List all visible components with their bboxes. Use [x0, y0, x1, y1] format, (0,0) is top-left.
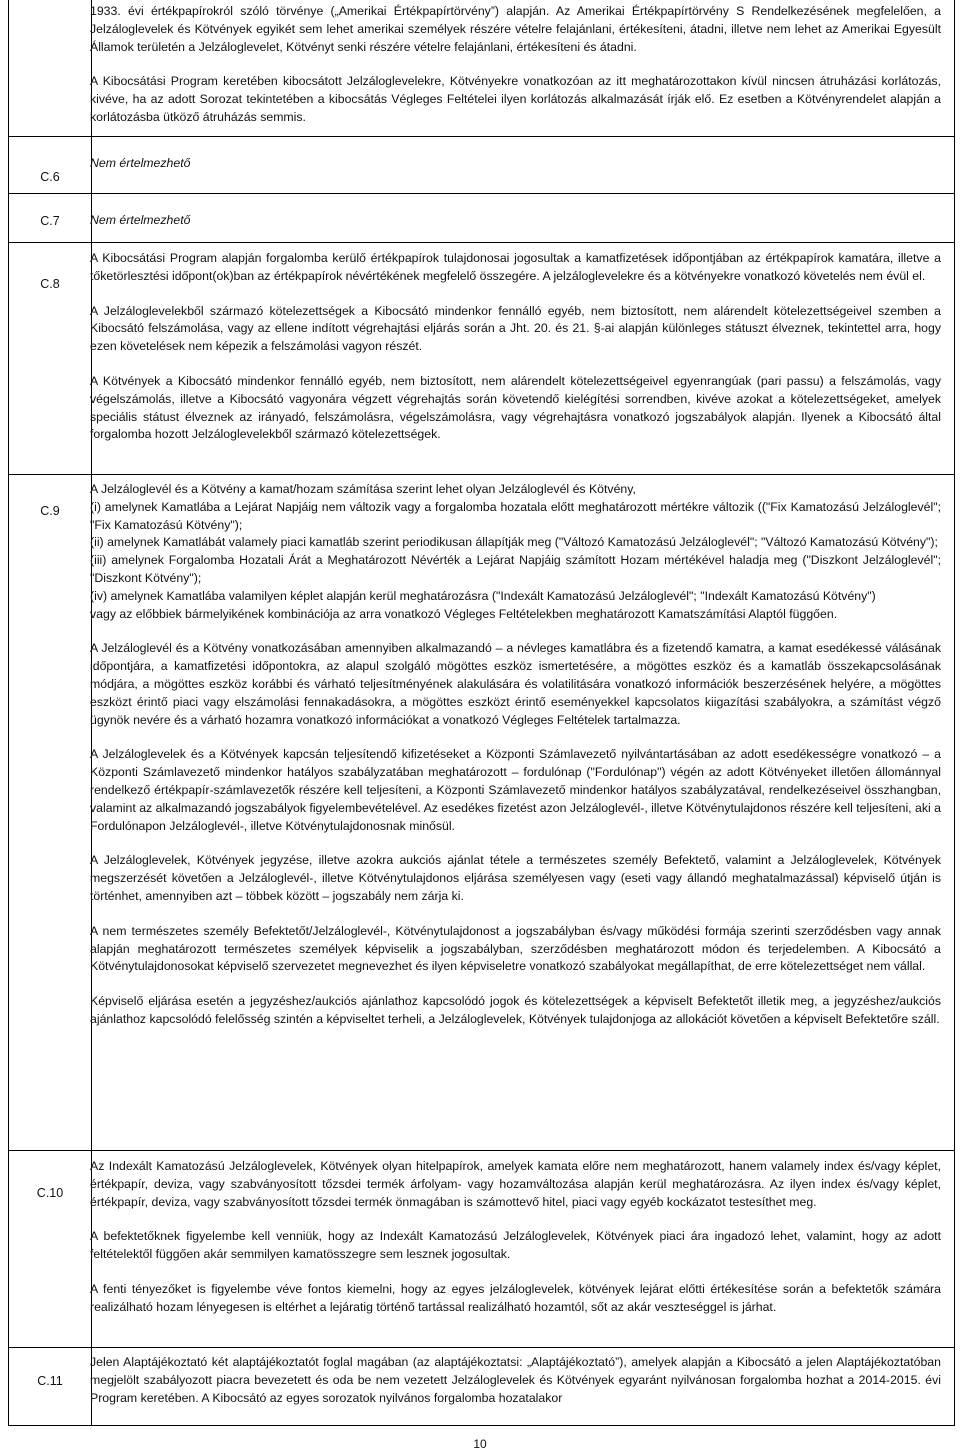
paragraph: A Kibocsátási Program alapján forgalomba kerülő értékpapírok tulajdonosai jogosultak a kamatfizetések időpontjában az értékpapírok kamatára, illetve a tőketörlesztési időpont(ok)ban az értékpapírok névértékének megfelelő összegére. A jelzáloglevelekre és a kötvényekre vonatkozó követelés nem évül el.: [90, 251, 941, 283]
paragraph: A befektetőknek figyelembe kell venniük, hogy az Indexált Kamatozású Jelzáloglevelek, Kötvények piaci ára ingadozó lehet, valamint, hogy az adott feltételektől függően akár semmilyen kamatösszegre sem lesznek jogosultak.: [90, 1229, 941, 1262]
row-divider: [9, 136, 954, 137]
paragraph: Az Indexált Kamatozású Jelzáloglevelek, Kötvények olyan hitelpapírok, amelyek kamata előre nem meghatározott, hanem valamely index és/vagy képlet, értékpapír, deviza, vagy szabványosított tőzsdei termék árfolyam- vagy hozamváltozása alapján kerül meghatározásra. Az ilyen index és/vagy képlet, értékpapír, deviza, vagy szabványosított tőzsdei termék önmagában is számottevő hitel, piaci vagy egyéb kockázatot testesíthet meg.: [90, 1159, 941, 1209]
c6-text: Nem értelmezhető: [90, 156, 191, 170]
paragraph: A Kibocsátási Program keretében kibocsátott Jelzáloglevelekre, Kötvényekre vonatkozóan az itt meghatározottakon kívül nincsen átruházási korlátozás, kivéve, ha az adott Sorozat tekintetében a kibocsátás Végleges Feltételei ilyen korlátozás alkalmazását írják elő. Ez esetben a Kötvényrendelet alapján a korlátozásba ütköző átruházás semmis.: [90, 74, 941, 124]
c9-intro: A Jelzáloglevél és a Kötvény a kamat/hozam számítása szerint lehet olyan Jelzáloglevél és Kötvény,: [90, 482, 636, 496]
c8-block: [90, 250, 941, 444]
c9-block: [90, 481, 941, 1029]
section-label-c9: C.9: [40, 504, 60, 518]
row-divider: [9, 1150, 954, 1151]
paragraph: A Kötvények a Kibocsátó mindenkor fennálló egyéb, nem biztosított, nem alárendelt kötelezettségeivel egyenrangúak (pari passu) a felszámolás, vagy végelszámolás, illetve a Kibocsátó vagyonára végzett végrehajtás során követendő kielégítési sorrendben, kivéve azokat a kötelezettségeket, amelyek speciális státust élveznek az irányadó, felszámolásra, végelszámolásra, vagy végrehajtásra vonatkozó jogszabályok alapján. Ilyenek a Kibocsátó által forgalomba hozott Jelzáloglevelekből származó kötelezettségek.: [90, 373, 941, 442]
c9-item: (iii) amelynek Forgalomba Hozatali Árát a Meghatározott Névérték a Lejárat Napjáig számított Hozam mértékével haladja meg ("Diszkont Jelzáloglevél"; "Diszkont Kötvény");: [90, 553, 941, 585]
section-label-c8: C.8: [40, 277, 60, 291]
paragraph: Képviselő eljárása esetén a jegyzéshez/aukciós ajánlathoz kapcsolódó jogok és kötelezettségek a képviselt Befektetőt illetik meg, a jegyzéshez/aukciós ajánlathoz kapcsolódó felelősség szintén a képviseltet terheli, a Jelzáloglevelek, Kötvények tulajdonjoga az allokációt követően a képviselt Befektetőre száll.: [90, 994, 941, 1026]
c9-item: (ii) amelynek Kamatlábát valamely piaci kamatláb szerint periodikusan állapítják meg ("Változó Kamatozású Jelzáloglevél"; "Változó Kamatozású Kötvény");: [90, 535, 938, 550]
paragraph: Jelen Alaptájékoztató két alaptájékoztatót foglal magában (az alaptájékoztatsi: „Alaptájékoztató”), amelyek alapján a Kibocsátó a jelen Alaptájékoztatóban megjelölt szabályozott piacra bevezetett és oda be nem vezetett Jelzáloglevelek és Kötvények egyaránt nyilvánosan forgalomba hozhat a 2014-2015. évi Program keretében. A Kibocsátó az egyes sorozatok nyilvános forgalomba hozatalakor: [90, 1355, 941, 1405]
section-label-c11: C.11: [37, 1374, 63, 1388]
row-divider: [9, 1347, 954, 1348]
c9-item: (iv) amelynek Kamatlába valamilyen képlet alapján kerül meghatározásra ("Indexált Kamatozású Jelzáloglevél"; "Indexált Kamatozású Kötvény"): [90, 588, 876, 603]
section-label-c6: C.6: [40, 170, 60, 184]
paragraph: A Jelzáloglevelek és a Kötvények kapcsán teljesítendő kifizetéseket a Központi Számlavezető nyilvántartásában az adott esedékességre vonatkozó – a Központi Számlavezető mindenkor hatályos szabályzatában meghatározott – fordulónap ("Fordulónap") végén az adott Kötvényeket illetően állománnyal rendelkező értékpapír-számlavezetők részére kell teljesíteni, a Központi Számlavezető mindenkor hatályos szabályzatával, rendelkezéseivel összhangban, valamint az alkalmazandó jogszabályok figyelembevételével. Az esedékes fizetést azon Jelzáloglevél-, illetve Kötvénytulajdonos részére kell teljesíteni, aki a Fordulónapon Jelzáloglevél-, illetve Kötvénytulajdonosnak minősül.: [90, 747, 941, 833]
c7-text: Nem értelmezhető: [90, 213, 191, 227]
row-divider: [9, 193, 954, 194]
top-block: [90, 3, 941, 127]
paragraph: A fenti tényezőket is figyelembe véve fontos kiemelni, hogy az egyes jelzáloglevelek, kötvények lejárat előtti értékesítése során a befektetők számára realizálható hozam lényegesen is eltérhet a lejáratig történő tartással realizálható hozamtól, sőt az akár veszteséggel is járhat.: [90, 1281, 941, 1314]
c11-block: [90, 1354, 941, 1407]
paragraph: A Jelzáloglevelekből származó kötelezettségek a Kibocsátó mindenkor fennálló egyéb, nem biztosított, nem alárendelt kötelezettségeivel szemben a Kibocsátó felszámolása, vagy az ellene indított végrehajtási eljárás során a Jht. 20. és 21. §-ai alapján különleges státuszt élveznek, tekintettel arra, hogy ezen követelések nem képezik a felszámolási vagyon részét.: [90, 303, 941, 354]
c10-block: [90, 1158, 941, 1317]
paragraph: 1933. évi értékpapírokról szóló törvénye („Amerikai Értékpapírtörvény”) alapján. Az Amerikai Értékpapírtörvény S Rendelkezésének megfelelően, a Jelzáloglevelek és Kötvények egyikét sem lehet amerikai személyek részére vételre felajánlani, értékesíteni, átadni, illetve nem lehet az Amerikai Egyesült Államok területén a Jelzáloglevelet, Kötvényt senki részére vételre felajánlani, értékesíteni és átadni.: [90, 4, 941, 54]
page-number: 10: [473, 1437, 487, 1451]
c9-item: (i) amelynek Kamatlába a Lejárat Napjáig nem változik vagy a forgalomba hozatala előtt meghatározott mértékre változik (("Fix Kamatozású Jelzáloglevél"; "Fix Kamatozású Kötvény");: [90, 499, 941, 532]
row-divider: [9, 474, 954, 475]
paragraph: A nem természetes személy Befektetőt/Jelzáloglevél-, Kötvénytulajdonost a jogszabályban és/vagy működési formája szerinti szerződésben vagy annak alapján meghatározott természetes személyek képviselik a jogszabályban, szerződésben meghatározott módon és terjedelemben. A Kibocsátó a Kötvénytulajdonosokat képviselő szervezetet megnevezhet és ilyen képviseletre vonatkozó szabályokat megállapíthat, de erre kötelezettséget nem vállal.: [90, 923, 941, 974]
section-label-c10: C.10: [36, 1186, 64, 1200]
c9-closing: vagy az előbbiek bármelyikének kombinációja az arra vonatkozó Végleges Feltételekben meghatározott Kamatszámítási Alaptól függően.: [90, 606, 838, 621]
section-label-c7: C.7: [40, 214, 60, 228]
paragraph: A Jelzáloglevelek, Kötvények jegyzése, illetve azokra aukciós ajánlat tétele a természetes személy Befektető, valamint a Jelzáloglevelek, Kötvények megszerzését követően a Jelzáloglevél-, illetve Kötvénytulajdonos eljárása személyesen vagy (eseti vagy állandó meghatalmazással) képviselő útján is történhet, amennyiben azt – többek között – jogszabály nem zárja ki.: [90, 853, 941, 903]
row-divider: [9, 242, 954, 243]
paragraph: A Jelzáloglevél és a Kötvény vonatkozásában amennyiben alkalmazandó – a névleges kamatlábra és a fizetendő kamatra, a kamat esedékessé válásának időpontjára, a kamatfizetési időpontokra, az alapul szolgáló mögöttes eszköz ismertetésére, a mögöttes eszköz és a kamatláb összekapcsolásának módjára, a mögöttes eszköz korábbi és várható teljesítményének alakulására és volatilitására vonatkozó információk beszerzésének helyére, a mögöttes eszközt érintő piaci vagy elszámolási fennakadásokra, a mögöttes eszközt érintő eseményekkel kapcsolatos kiigazítási szabályokra, a számítást végző ügynök nevére és a várható hozamra vonatkozó információkat a vonatkozó Végleges Feltételek tartalmazza.: [90, 641, 941, 727]
